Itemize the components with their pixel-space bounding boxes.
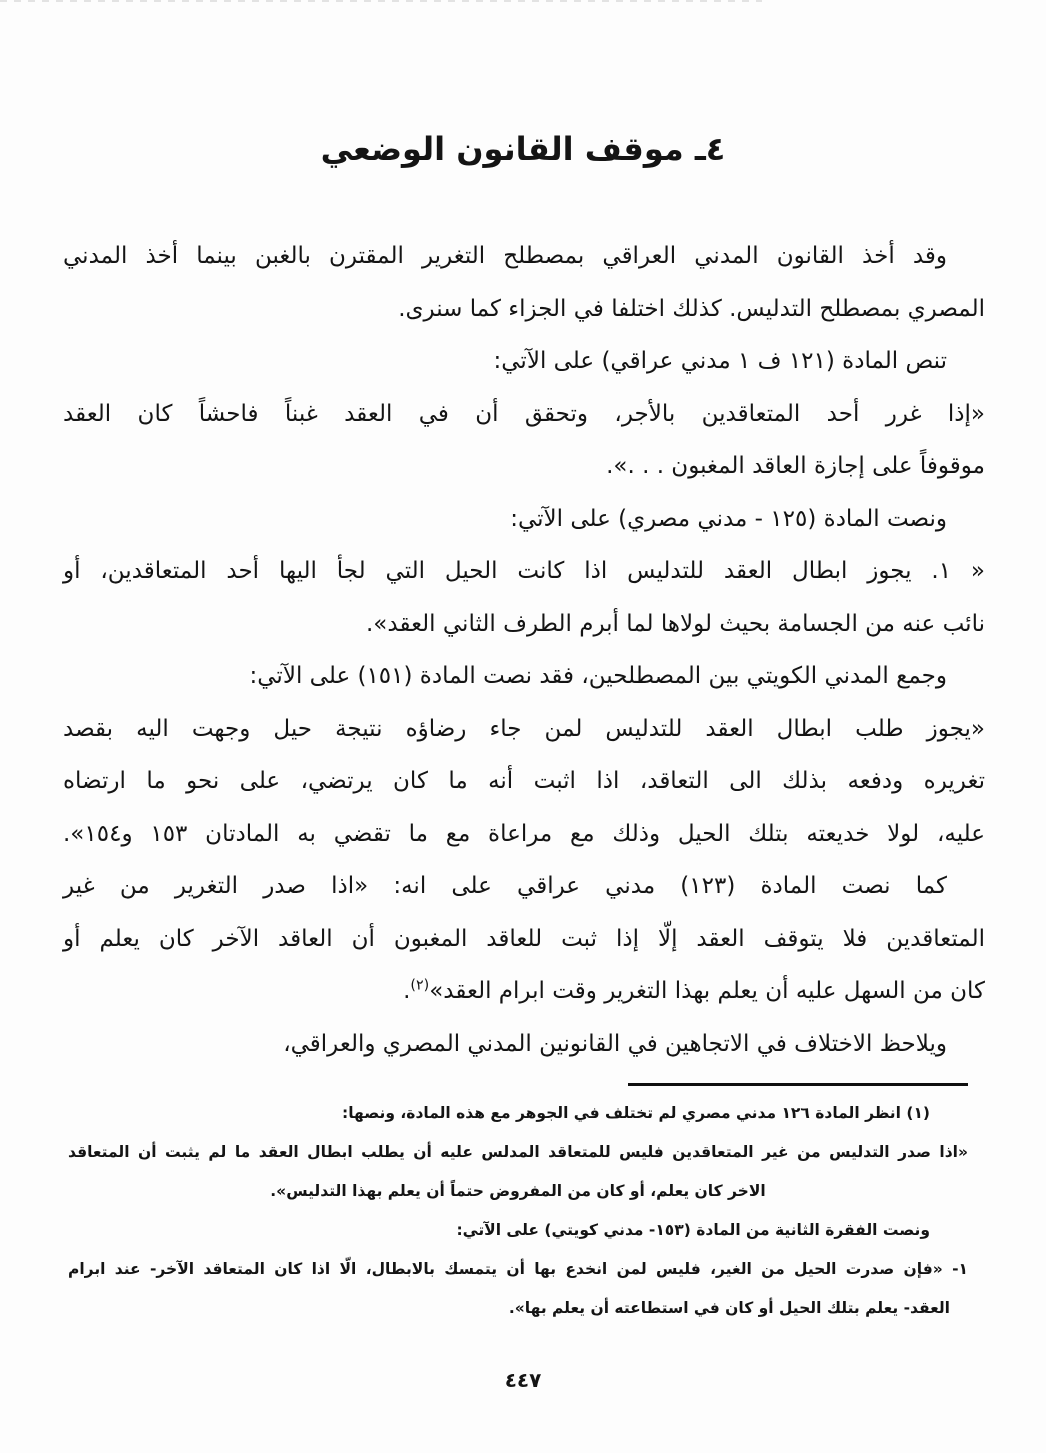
scan-edge-artifact — [0, 0, 762, 2]
footnotes-block — [68, 1094, 968, 1328]
text-line: ويلاحظ الاختلاف في الاتجاهين في القانونين المدني المصري والعراقي، — [283, 1030, 947, 1057]
main-text-block — [63, 230, 985, 1070]
footnote-separator-line — [628, 1083, 968, 1086]
text-line-with-footnote-ref — [63, 965, 985, 1018]
footnote-line: «اذا صدر التدليس من غير المتعاقدين فليس للمتعاقد المدلس عليه أن يطلب ابطال العقد ما لم يثبت أن المتعاقد — [68, 1143, 968, 1161]
text-line: نائب عنه من الجسامة بحيث لولاها لما أبرم الطرف الثاني العقد». — [365, 610, 985, 637]
footnote-line: (١) انظر المادة ١٢٦ مدني مصري لم تختلف في الجوهر مع هذه المادة، ونصها: — [342, 1104, 930, 1122]
footnote-line: ١- «فإن صدرت الحيل من الغير، فليس لمن انخدع بها أن يتمسك بالابطال، الّا اذا كان المتعاقد الآخر- عند ابرام — [68, 1260, 968, 1278]
text-line: ونصت المادة (١٢٥ - مدني مصري) على الآتي: — [510, 505, 947, 532]
text-line: موقوفاً على إجازة العاقد المغبون . . .». — [606, 453, 985, 479]
text-line: تنص المادة (١٢١ ف ١ مدني عراقي) على الآتي: — [493, 348, 947, 374]
text-line: « ١. يجوز ابطال العقد للتدليس اذا كانت الحيل التي لجأ اليها أحد المتعاقدين، أو — [63, 558, 985, 584]
text-segment: كان من السهل عليه أن يعلم بهذا التغرير وقت ابرام العقد» — [429, 978, 985, 1004]
text-line: وقد أخذ القانون المدني العراقي بمصطلح التغرير المقترن بالغبن بينما أخذ المدني — [63, 243, 947, 269]
text-line: المصري بمصطلح التدليس. كذلك اختلفا في الجزاء كما سنرى. — [398, 295, 985, 322]
page-number: ٤٤٧ — [504, 1368, 542, 1392]
text-line: كما نصت المادة (١٢٣) مدني عراقي على انه: «اذا صدر التغرير من غير — [63, 873, 947, 899]
text-line: عليه، لولا خديعته بتلك الحيل وذلك مع مراعاة مع ما تقضي به المادتان ١٥٣ و١٥٤». — [63, 820, 985, 847]
footnote-reference-marker: (٢) — [410, 977, 430, 994]
text-line: تغريره ودفعه بذلك الى التعاقد، اذا اثبت أنه ما كان يرتضي، على نحو ما ارتضاه — [63, 768, 985, 794]
footnote-line: الاخر كان يعلم، أو كان من المفروض حتماً أن يعلم بهذا التدليس». — [270, 1182, 766, 1200]
text-line: وجمع المدني الكويتي بين المصطلحين، فقد نصت المادة (١٥١) على الآتي: — [249, 663, 947, 689]
footnote-line: ونصت الفقرة الثانية من المادة (١٥٣- مدني كويتي) على الآتي: — [456, 1221, 930, 1239]
footnote-line: العقد- يعلم بتلك الحيل أو كان في استطاعته أن يعلم بها». — [508, 1299, 950, 1317]
section-heading: ٤ـ موقف القانون الوضعي — [320, 130, 726, 169]
text-line: «إذا غرر أحد المتعاقدين بالأجر، وتحقق أن في العقد غبناً فاحشاً كان العقد — [63, 400, 985, 427]
sentence-period: . — [403, 978, 411, 1004]
text-line: «يجوز طلب ابطال العقد للتدليس لمن جاء رضاؤه نتيجة حيل وجهت اليه بقصد — [63, 715, 985, 742]
text-line: المتعاقدين فلا يتوقف العقد إلّا إذا ثبت للعاقد المغبون أن العاقد الآخر كان يعلم أو — [63, 925, 985, 952]
